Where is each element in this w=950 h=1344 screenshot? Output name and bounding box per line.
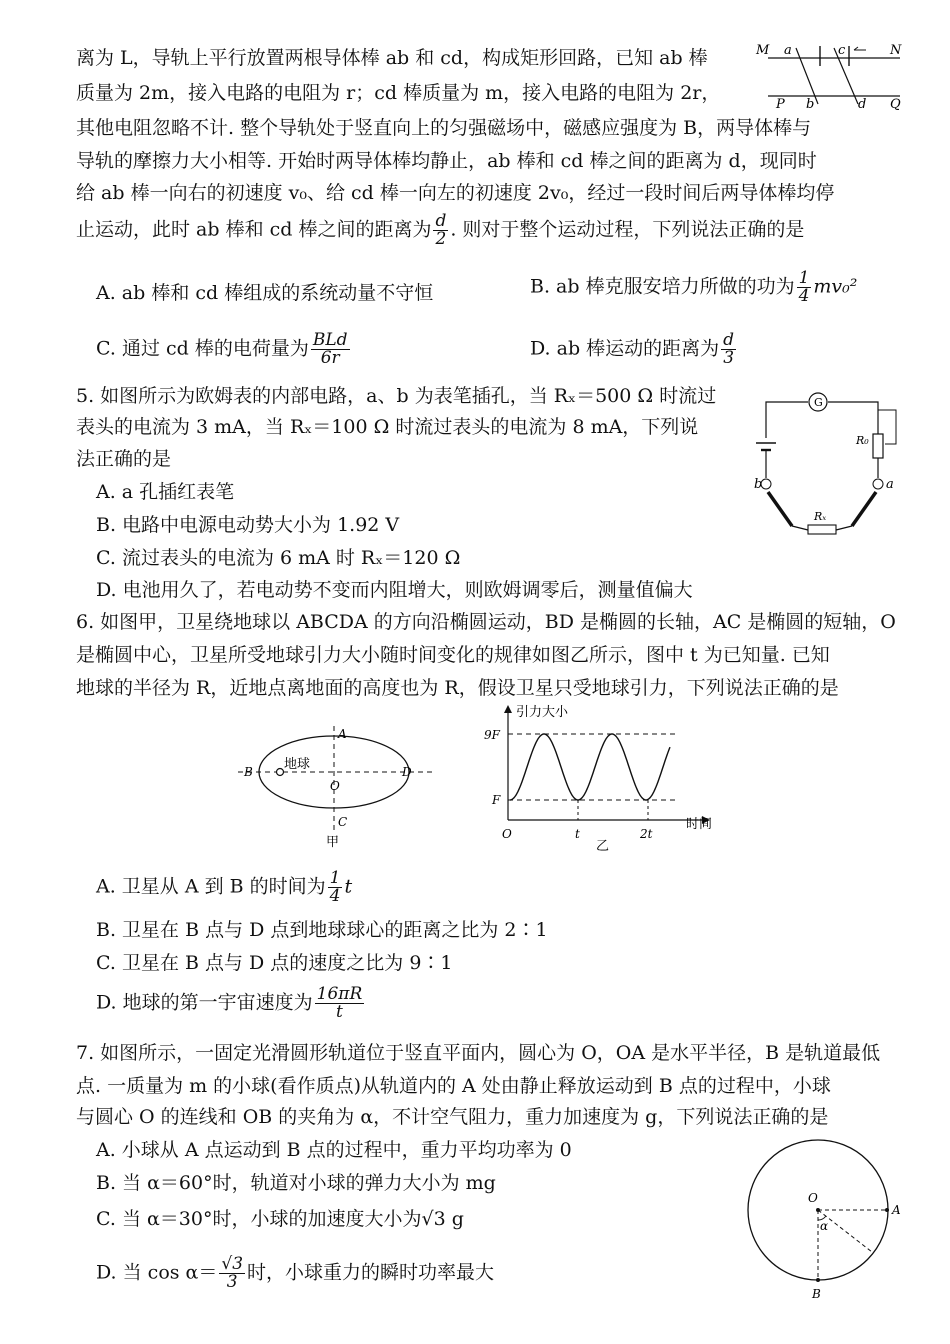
point-a: [885, 1208, 889, 1212]
q4-option-a: A. ab 棒和 cd 棒组成的系统动量不守恒: [96, 282, 434, 304]
q6-option-d-text: D. 地球的第一宇宙速度为: [96, 991, 313, 1014]
q6-line-1: 6. 如图甲，卫星绕地球以 ABCDA 的方向沿椭圆运动，BD 是椭圆的长轴，AC 是椭圆的短轴，O: [76, 611, 896, 633]
label-n: N: [890, 43, 902, 58]
point-b: [816, 1278, 820, 1282]
q6-line-3: 地球的半径为 R，近地点离地面的高度也为 R，假设卫星只受地球引力，下列说法正确的是: [76, 677, 839, 699]
socket-a-icon: [873, 479, 883, 489]
q7-circle-track-diagram: [742, 1136, 912, 1306]
label-b: b: [806, 97, 815, 110]
q4-option-c-text: C. 通过 cd 棒的电荷量为: [96, 337, 309, 360]
q7-option-a: A. 小球从 A 点运动到 B 点的过程中，重力平均功率为 0: [96, 1139, 572, 1161]
fraction-denominator: t: [315, 1003, 365, 1021]
fraction-numerator: 1: [798, 268, 810, 288]
label-alpha: α: [820, 1219, 829, 1233]
wire-top-left: [766, 402, 808, 438]
x-axis-label: 时间: [686, 817, 713, 832]
fraction-numerator: √3: [221, 1254, 244, 1274]
q4-option-b-tail: mv₀²: [813, 275, 858, 298]
fraction-numerator: 1: [329, 868, 341, 888]
q7-option-b: B. 当 α＝60°时，轨道对小球的弹力大小为 mg: [96, 1172, 496, 1194]
wire-rx-right: [836, 526, 852, 530]
label-q: Q: [890, 97, 901, 110]
q6-option-d: [96, 986, 366, 1021]
fraction-denominator: 4: [329, 886, 341, 906]
tick-9f: 9F: [484, 728, 500, 742]
label-m: M: [756, 43, 770, 58]
q4-rail-diagram: [750, 38, 910, 110]
q5-option-c: C. 流过表头的电流为 6 mA 时 Rₓ＝120 Ω: [96, 547, 461, 569]
q4-option-c: [96, 332, 352, 367]
tick-o: O: [502, 827, 512, 841]
q6-line-2: 是椭圆中心，卫星所受地球引力大小随时间变化的规律如图乙所示，图中 t 为已知量. 已知: [76, 644, 830, 666]
q4-option-d-text: D. ab 棒运动的距离为: [530, 337, 720, 360]
q7-option-d: [96, 1256, 494, 1291]
q6-option-d-fraction: [315, 986, 365, 1021]
q7-option-c: C. 当 α＝30°时，小球的加速度大小为√3 g: [96, 1208, 464, 1230]
fraction-denominator: 3: [721, 349, 736, 367]
tick-2t: 2t: [640, 827, 653, 841]
label-c: c: [838, 43, 846, 58]
q6-force-graph: [478, 700, 728, 856]
q4-line-6-tail: . 则对于整个运动过程，下列说法正确的是: [450, 218, 805, 241]
probe-left: [768, 492, 792, 526]
wire-top-right: [828, 402, 878, 436]
label-b: B: [244, 765, 253, 779]
q5-option-b: B. 电路中电源电动势大小为 1.92 V: [96, 514, 400, 536]
q6-orbit-diagram: [236, 722, 436, 852]
q5-option-d: D. 电池用久了，若电动势不变而内阻增大，则欧姆调零后，测量值偏大: [96, 579, 693, 601]
label-a: a: [784, 43, 792, 58]
q6-option-a-text: A. 卫星从 A 到 B 的时间为: [96, 875, 326, 898]
label-rx: Rₓ: [814, 510, 827, 523]
q5-line-1: 5. 如图所示为欧姆表的内部电路，a、b 为表笔插孔，当 Rₓ＝500 Ω 时流过: [76, 385, 717, 407]
fraction-numerator: d: [723, 330, 735, 350]
earth-icon: [277, 769, 284, 776]
q6-option-c: C. 卫星在 B 点与 D 点的速度之比为 9∶1: [96, 952, 453, 974]
label-b: B: [812, 1287, 821, 1301]
probe-right: [852, 492, 876, 526]
q6-option-a-fraction: [328, 870, 343, 905]
q6-option-a: [96, 870, 352, 905]
fraction-denominator: 6r: [311, 349, 350, 367]
q7-option-d-tail: 时，小球重力的瞬时功率最大: [247, 1261, 495, 1284]
fraction-numerator: BLd: [312, 330, 348, 350]
q4-line-4: 导轨的摩擦力大小相等. 开始时两导体棒均静止，ab 棒和 cd 棒之间的距离为 d，现同时: [76, 150, 817, 172]
q4-option-b-fraction: [797, 270, 812, 305]
label-r0: R₀: [856, 434, 869, 447]
label-a: A: [338, 727, 347, 741]
arrow-icon: [854, 47, 866, 50]
tick-f: F: [492, 793, 501, 807]
label-g: G: [814, 396, 823, 409]
q4-option-d-fraction: [721, 332, 736, 367]
label-a: a: [886, 477, 894, 492]
fraction-numerator: 16πR: [316, 984, 363, 1004]
y-axis-label: 引力大小: [516, 705, 569, 720]
force-curve: [510, 734, 670, 800]
q4-line-6-fraction: [433, 213, 448, 248]
q4-option-d: [530, 332, 738, 367]
q7-option-d-text: D. 当 cos α＝: [96, 1261, 218, 1284]
resistor-rx-icon: [808, 525, 836, 534]
q4-line-1: 离为 L，导轨上平行放置两根导体棒 ab 和 cd，构成矩形回路，已知 ab 棒: [76, 47, 708, 69]
q6-option-b: B. 卫星在 B 点与 D 点到地球球心的距离之比为 2∶1: [96, 919, 548, 941]
q7-line-3: 与圆心 O 的连线和 OB 的夹角为 α，不计空气阻力，重力加速度为 g，下列说法正确的是: [76, 1106, 829, 1128]
q7-option-d-fraction: [219, 1256, 245, 1291]
q5-option-a: A. a 孔插红表笔: [96, 481, 235, 503]
q7-line-2: 点. 一质量为 m 的小球(看作质点)从轨道内的 A 处由静止释放运动到 B 点的过程中，小球: [76, 1075, 831, 1097]
label-p: P: [776, 97, 785, 110]
fraction-denominator: 4: [798, 286, 810, 306]
q5-circuit-diagram: [752, 388, 912, 548]
q5-line-3: 法正确的是: [76, 448, 172, 470]
tick-t: t: [575, 827, 580, 841]
q4-line-2: 质量为 2m，接入电路的电阻为 r；cd 棒质量为 m，接入电路的电阻为 2r，: [76, 82, 721, 104]
label-d: D: [402, 765, 412, 779]
fraction-denominator: 3: [219, 1273, 245, 1291]
label-d: d: [858, 97, 867, 110]
caption-jia: 甲: [326, 835, 340, 850]
socket-b-icon: [761, 479, 771, 489]
q4-line-6: [76, 213, 804, 248]
q4-line-3: 其他电阻忽略不计. 整个导轨处于竖直向上的匀强磁场中，磁感应强度为 B，两导体棒与: [76, 117, 812, 139]
fraction-numerator: d: [435, 211, 447, 231]
q4-option-c-fraction: [311, 332, 350, 367]
label-a: A: [892, 1203, 901, 1217]
q4-option-b-text: B. ab 棒克服安培力所做的功为: [530, 275, 795, 298]
label-b: b: [754, 477, 763, 492]
rheostat-icon: [873, 434, 883, 458]
caption-yi: 乙: [596, 839, 610, 854]
wire-rx-left: [792, 526, 808, 530]
label-o: O: [330, 779, 340, 793]
q6-option-a-tail: t: [344, 875, 353, 898]
label-o: O: [808, 1191, 818, 1205]
q4-line-6-text: 止运动，此时 ab 棒和 cd 棒之间的距离为: [76, 218, 432, 241]
q4-option-b: [530, 270, 857, 305]
q7-line-1: 7. 如图所示，一固定光滑圆形轨道位于竖直平面内，圆心为 O，OA 是水平半径，B 是轨道最低: [76, 1042, 881, 1064]
label-c: C: [338, 815, 348, 829]
y-axis-arrow-icon: [504, 705, 512, 713]
q5-line-2: 表头的电流为 3 mA，当 Rₓ＝100 Ω 时流过表头的电流为 8 mA，下列说: [76, 416, 699, 438]
label-earth: 地球: [284, 757, 311, 772]
fraction-denominator: 2: [433, 230, 448, 248]
q4-line-5: 给 ab 棒一向右的初速度 v₀、给 cd 棒一向左的初速度 2v₀，经过一段时间后两导体棒均停: [76, 182, 835, 204]
